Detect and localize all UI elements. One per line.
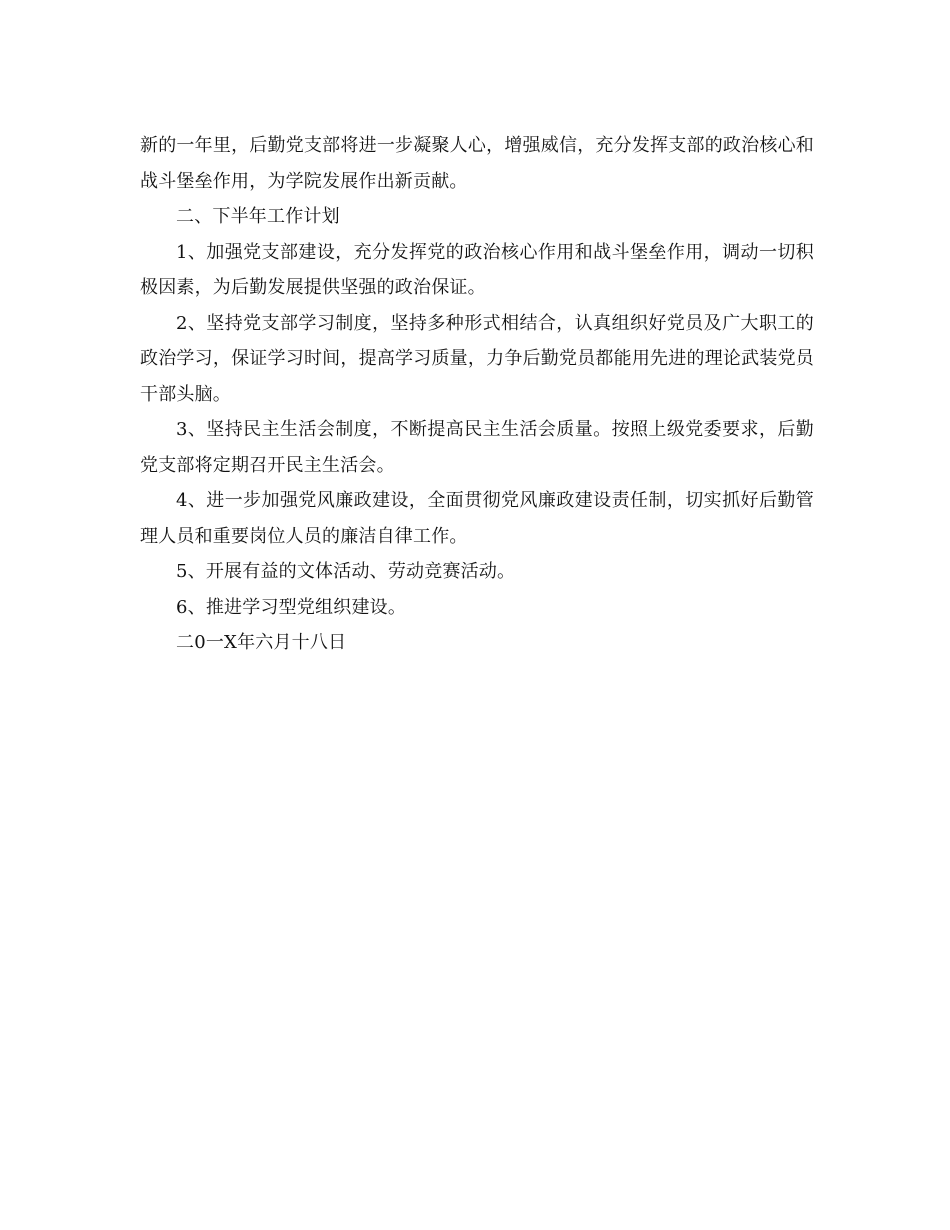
plan-item-4: 4、进一步加强党风廉政建设，全面贯彻党风廉政建设责任制，切实抓好后勤管理人员和重要岗位人员的廉洁自律工作。 (140, 490, 814, 547)
plan-item-6: 6、推进学习型党组织建设。 (176, 596, 407, 618)
document-body (140, 128, 814, 661)
plan-item-2: 2、坚持党支部学习制度，坚持多种形式相结合，认真组织好党员及广大职工的政治学习，保证学习时间，提高学习质量，力争后勤党员都能用先进的理论武装党员干部头脑。 (140, 312, 814, 405)
plan-item-1: 1、加强党支部建设，充分发挥党的政治核心作用和战斗堡垒作用，调动一切积极因素，为后勤发展提供坚强的政治保证。 (140, 241, 814, 298)
continuation-paragraph: 新的一年里，后勤党支部将进一步凝聚人心，增强威信，充分发挥支部的政治核心和战斗堡垒作用，为学院发展作出新贡献。 (140, 135, 814, 192)
document-date: 二0一X年六月十八日 (176, 632, 347, 653)
section-heading: 二、下半年工作计划 (176, 206, 340, 227)
plan-item-5: 5、开展有益的文体活动、劳动竞赛活动。 (176, 561, 516, 582)
plan-item-3: 3、坚持民主生活会制度，不断提高民主生活会质量。按照上级党委要求，后勤党支部将定期召开民主生活会。 (140, 419, 814, 476)
